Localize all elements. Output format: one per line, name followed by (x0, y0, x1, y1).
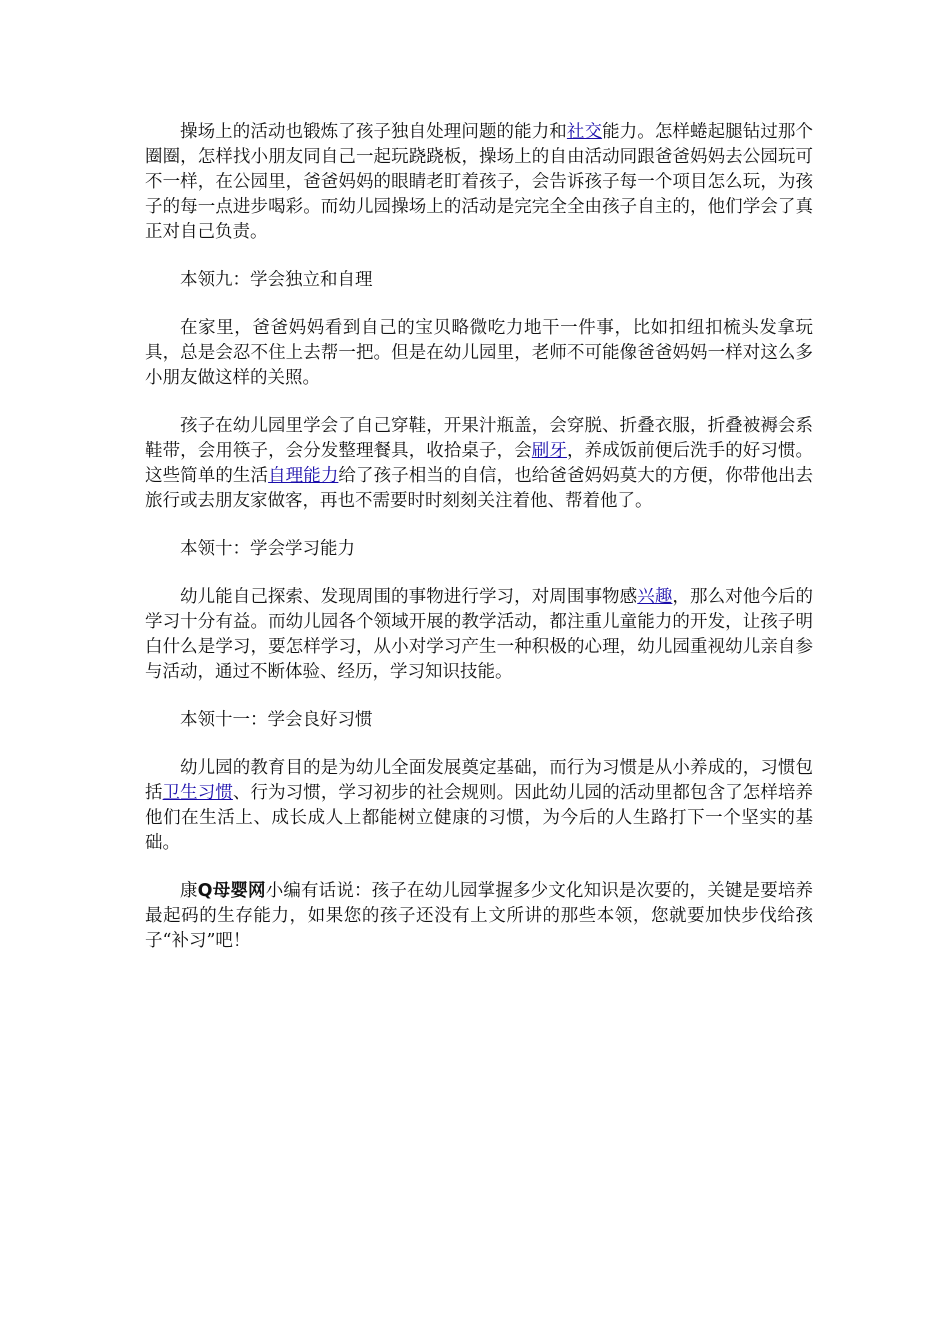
section-heading-nine: 本领九：学会独立和自理 (180, 270, 373, 290)
link-hygiene-habits[interactable]: 卫生习惯 (162, 783, 233, 803)
paragraph-text: 操场上的活动也锻炼了孩子独自处理问题的能力和 (180, 122, 567, 142)
section-heading-eleven: 本领十一：学会良好习惯 (180, 710, 373, 730)
paragraph-learning (145, 585, 813, 685)
brand-name: Q母婴网 (197, 881, 266, 901)
paragraph-text: 康 (180, 881, 198, 901)
section-heading-ten: 本领十：学会学习能力 (180, 539, 355, 559)
link-brush-teeth[interactable]: 刷牙 (531, 441, 567, 461)
link-self-care-ability[interactable]: 自理能力 (268, 466, 339, 486)
paragraph-habits (145, 756, 813, 856)
paragraph-editor-note (145, 879, 813, 954)
paragraph-playground (145, 120, 813, 245)
paragraph-text: 在家里，爸爸妈妈看到自己的宝贝略微吃力地干一件事，比如扣纽扣梳头发拿玩具，总是会忍不住上去帮一把。但是在幼儿园里，老师不可能像爸爸妈妈一样对这么多小朋友做这样的关照。 (145, 318, 813, 388)
document-body (145, 120, 813, 977)
link-social[interactable]: 社交 (566, 122, 603, 142)
paragraph-self-care (145, 414, 813, 514)
paragraph-text: ，养成饭前便后洗手的好习惯。这些简单的生活 (145, 441, 814, 486)
paragraph-text: ，那么对他今后的学习十分有益。而幼儿园各个领域开展的教学活动，都注重儿童能力的开发，让孩子明白什么是学习，要怎样学习，从小对学习产生一种积极的心理，幼儿园重视幼儿亲自参与活动，通过不断体验、经历，学习知识技能。 (145, 587, 814, 682)
paragraph-home (145, 316, 813, 391)
paragraph-text: 能力。怎样蜷起腿钻过那个圈圈，怎样找小朋友同自己一起玩跷跷板，操场上的自由活动同跟爸爸妈妈去公园玩可不一样，在公园里，爸爸妈妈的眼睛老盯着孩子，会告诉孩子每一个项目怎么玩，为孩子的每一点进步喝彩。而幼儿园操场上的活动是完完全全由孩子自主的，他们学会了真正对自己负责。 (145, 122, 814, 242)
paragraph-text: 小编有话说：孩子在幼儿园掌握多少文化知识是次要的，关键是要培养最起码的生存能力，如果您的孩子还没有上文所讲的那些本领，您就要加快步伐给孩子“补习”吧！ (145, 881, 814, 951)
link-interest[interactable]: 兴趣 (637, 587, 673, 607)
paragraph-text: 幼儿能自己探索、发现周围的事物进行学习，对周围事物感 (180, 587, 638, 607)
paragraph-text: 幼儿园的教育目的是为幼儿全面发展奠定基础，而行为习惯是从小养成的，习惯包括 (145, 758, 813, 803)
paragraph-text: 孩子在幼儿园里学会了自己穿鞋，开果汁瓶盖，会穿脱、折叠衣服，折叠被褥会系鞋带，会用筷子，会分发整理餐具，收拾桌子，会 (145, 416, 813, 461)
paragraph-text: 给了孩子相当的自信，也给爸爸妈妈莫大的方便，你带他出去旅行或去朋友家做客，再也不需要时时刻刻关注着他、帮着他了。 (145, 466, 814, 511)
paragraph-text: 、行为习惯，学习初步的社会规则。因此幼儿园的活动里都包含了怎样培养他们在生活上、成长成人上都能树立健康的习惯，为今后的人生路打下一个坚实的基础。 (145, 783, 814, 853)
